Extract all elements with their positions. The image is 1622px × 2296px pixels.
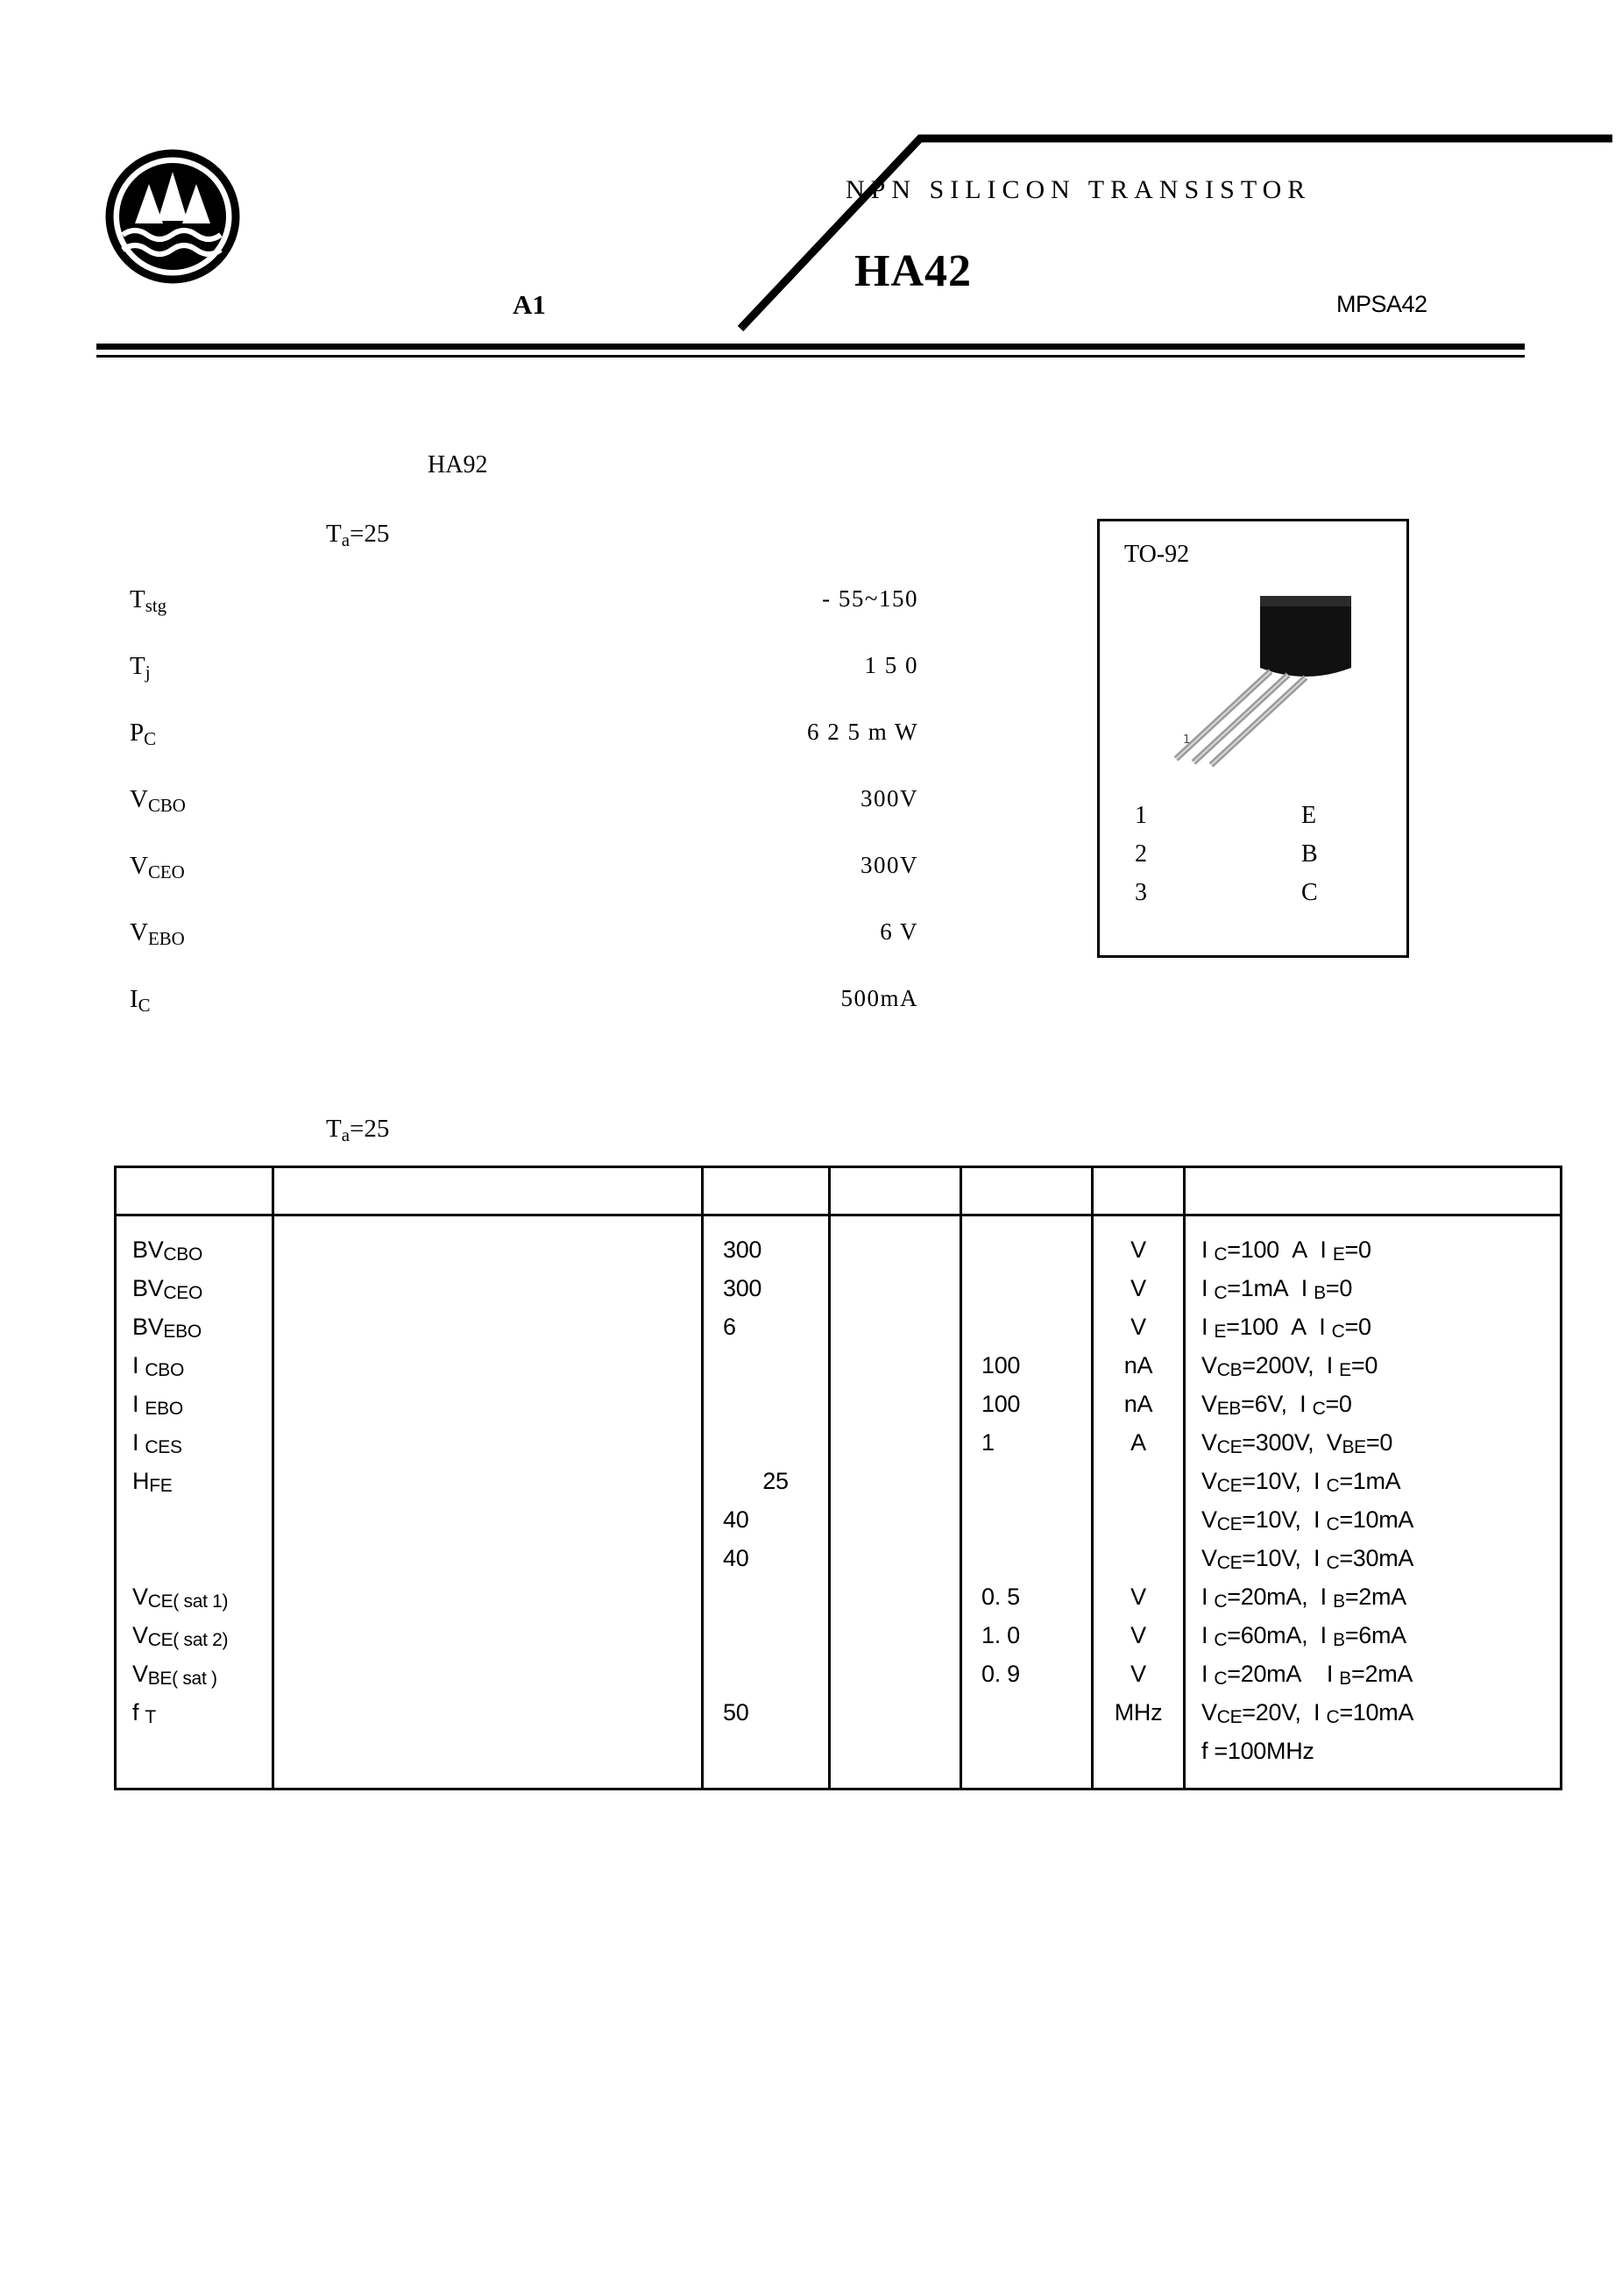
column-header-typ [830,1167,961,1215]
cell-min: 25 [762,1468,789,1494]
cell-max [981,1307,1091,1346]
cell-unit: V [1130,1237,1146,1263]
rating-symbol: $T_j$ [130,652,151,684]
pin-name: E [1301,802,1317,829]
rating-symbol-sub: CBO [147,795,186,817]
cell-min: 6 [723,1314,736,1340]
cell-parameter [290,1269,701,1307]
list-item [130,985,918,1052]
rating-symbol: $P_C$ [130,719,157,750]
header-diagonal-rule [710,131,1612,342]
cell-symbol [132,1539,272,1577]
cell-typ [850,1693,960,1732]
cell-symbol: I CES [132,1429,182,1458]
cell-max: 1. 0 [981,1622,1020,1648]
cell-unit: A [1130,1429,1146,1456]
package-outline-box [1097,519,1409,958]
typ-column [830,1215,961,1789]
alternate-part-number: MPSA42 [1336,291,1427,317]
cell-unit: V [1130,1275,1146,1301]
cell-condition: VCE=10V, I C=10mA [1201,1506,1414,1535]
cell-unit: nA [1123,1352,1153,1378]
cell-min [723,1655,828,1693]
header-rule-thin [96,355,1525,358]
rating-symbol-sub: CEO [147,861,185,883]
cell-max: 100 [981,1391,1021,1417]
symbol-column [116,1215,273,1789]
rating-symbol-sub: stg [145,595,167,617]
cell-min: 300 [723,1237,762,1263]
complementary-part-label: HA92 [428,451,488,478]
cell-min [723,1616,828,1655]
cell-symbol: I EBO [132,1391,183,1420]
cell-typ [850,1462,960,1500]
pin-row [1135,840,1371,879]
cell-unit: V [1130,1314,1146,1340]
cell-typ [850,1500,960,1539]
electrical-characteristics-condition: $T_a=25$ [326,1115,390,1146]
rating-symbol: $I_C$ [130,985,151,1017]
electrical-characteristics-table [114,1166,1562,1790]
cell-typ [850,1269,960,1307]
pin-row [1135,879,1371,918]
cell-parameter [290,1385,701,1423]
cell-max: 1 [981,1429,995,1456]
list-item [130,852,918,918]
rating-value: 300V [861,785,918,811]
cell-symbol: I CBO [132,1352,185,1381]
column-header-parameter [273,1167,703,1215]
rating-value: 6 V [880,918,918,945]
rating-symbol-sub: j [145,662,151,684]
cell-parameter [290,1423,701,1462]
cell-unit [1094,1539,1183,1577]
column-header-max [961,1167,1093,1215]
list-item [130,585,918,652]
cell-unit: V [1130,1622,1146,1648]
rating-symbol-sub: C [144,728,157,750]
cell-parameter [290,1462,701,1500]
pin-number: 3 [1135,879,1147,906]
rating-symbol-sub: EBO [147,928,185,950]
cell-parameter [290,1230,701,1269]
cell-condition: VCE=300V, VBE=0 [1201,1429,1393,1458]
cell-max [981,1693,1091,1732]
cell-symbol: BVEBO [132,1314,202,1343]
cell-symbol: VCE( sat 2) [132,1622,229,1651]
table-body-row [116,1215,1562,1789]
rating-value: 500mA [840,985,918,1011]
cell-symbol: BVCBO [132,1237,203,1265]
list-item [130,918,918,985]
cell-min [723,1423,828,1462]
pin-number: 1 [1135,802,1147,829]
cell-symbol [132,1732,272,1770]
cell-condition: I C=1mA I B=0 [1201,1275,1353,1304]
cell-condition: f =100MHz [1201,1738,1314,1764]
cell-condition: I C=100 A I E=0 [1201,1237,1371,1265]
cell-typ [850,1307,960,1346]
package-label: TO-92 [1124,541,1190,568]
list-item [130,719,918,785]
cell-condition: VCE=10V, I C=30mA [1201,1545,1414,1574]
to-92-transistor-photo [1148,587,1376,771]
cell-max [981,1462,1091,1500]
cell-condition: VCB=200V, I E=0 [1201,1352,1378,1381]
pin-assignment-table [1135,802,1371,918]
cell-symbol: VCE( sat 1) [132,1584,229,1612]
cell-typ [850,1539,960,1577]
rating-value: 1 5 0 [864,652,918,678]
cell-unit: nA [1123,1391,1153,1417]
absolute-max-ratings-list [130,585,918,1052]
rating-value: 6 2 5 m W [807,719,918,745]
cell-typ [850,1577,960,1616]
list-item [130,785,918,852]
cell-typ [850,1732,960,1770]
cell-max: 0. 9 [981,1661,1020,1687]
cell-max [981,1732,1091,1770]
cell-parameter [290,1732,701,1770]
cell-max: 100 [981,1352,1021,1378]
cell-unit: V [1130,1661,1146,1687]
cell-symbol: HFE [132,1468,173,1497]
cell-typ [850,1655,960,1693]
cell-symbol: VBE( sat ) [132,1661,217,1690]
cell-min [723,1385,828,1423]
column-header-unit [1093,1167,1185,1215]
parameter-column [273,1215,703,1789]
cell-typ [850,1423,960,1462]
column-header-min [703,1167,830,1215]
rating-symbol: $V_{CBO}$ [130,785,186,817]
cell-unit [1094,1500,1183,1539]
pin-number: 2 [1135,840,1147,868]
marking-code: A1 [513,289,546,320]
rating-value: - 55~150 [822,585,918,612]
cell-condition: I C=20mA I B=2mA [1201,1661,1413,1690]
unit-column [1093,1215,1185,1789]
cell-parameter [290,1577,701,1616]
page-header [96,131,1525,359]
rating-symbol-sub: C [138,995,151,1017]
rating-symbol: $T_{stg}$ [130,585,167,617]
rating-symbol: $V_{CEO}$ [130,852,185,883]
cell-max [981,1230,1091,1269]
cell-typ [850,1230,960,1269]
cell-condition: VCE=10V, I C=1mA [1201,1468,1401,1497]
header-title: NPN SILICON TRANSISTOR [846,175,1312,204]
cell-min [723,1732,828,1770]
cell-parameter [290,1346,701,1385]
list-item [130,652,918,719]
cell-typ [850,1385,960,1423]
cell-condition: VEB=6V, I C=0 [1201,1391,1352,1420]
cell-unit: MHz [1114,1699,1163,1726]
cell-parameter [290,1655,701,1693]
header-rule-thick [96,344,1525,350]
column-header-symbol [116,1167,273,1215]
cell-unit [1094,1732,1183,1770]
cell-max [981,1539,1091,1577]
svg-text:1: 1 [1183,733,1191,747]
min-column [703,1215,830,1789]
cell-parameter [290,1500,701,1539]
table-header-row [116,1167,1562,1215]
cell-parameter [290,1307,701,1346]
cell-unit [1094,1462,1183,1500]
rating-value: 300V [861,852,918,878]
cell-max: 0. 5 [981,1584,1020,1610]
cell-typ [850,1346,960,1385]
cell-parameter [290,1616,701,1655]
cell-min [723,1346,828,1385]
pin-name: C [1301,879,1318,906]
absolute-max-condition: $T_a=25$ [326,520,390,551]
cell-condition: I C=60mA, I B=6mA [1201,1622,1406,1651]
pin-row [1135,802,1371,840]
pin-name: B [1301,840,1318,868]
cell-symbol [132,1500,272,1539]
cell-min [723,1577,828,1616]
cell-parameter [290,1693,701,1732]
cell-symbol: f T [132,1699,156,1728]
mountain-waves-logo-icon [96,140,250,294]
cell-unit: V [1130,1584,1146,1610]
cell-min: 40 [723,1506,749,1533]
cell-condition: I E=100 A I C=0 [1201,1314,1371,1343]
part-number-title: HA42 [854,246,972,296]
column-header-conditions [1185,1167,1562,1215]
cell-min: 50 [723,1699,749,1726]
cell-min: 40 [723,1545,749,1571]
conditions-column [1185,1215,1562,1789]
cell-condition: VCE=20V, I C=10mA [1201,1699,1414,1728]
max-column [961,1215,1093,1789]
cell-min: 300 [723,1275,762,1301]
cell-parameter [290,1539,701,1577]
cell-max [981,1500,1091,1539]
cell-condition: I C=20mA, I B=2mA [1201,1584,1406,1612]
rating-symbol: $V_{EBO}$ [130,918,185,950]
cell-typ [850,1616,960,1655]
cell-symbol: BVCEO [132,1275,203,1304]
cell-max [981,1269,1091,1307]
